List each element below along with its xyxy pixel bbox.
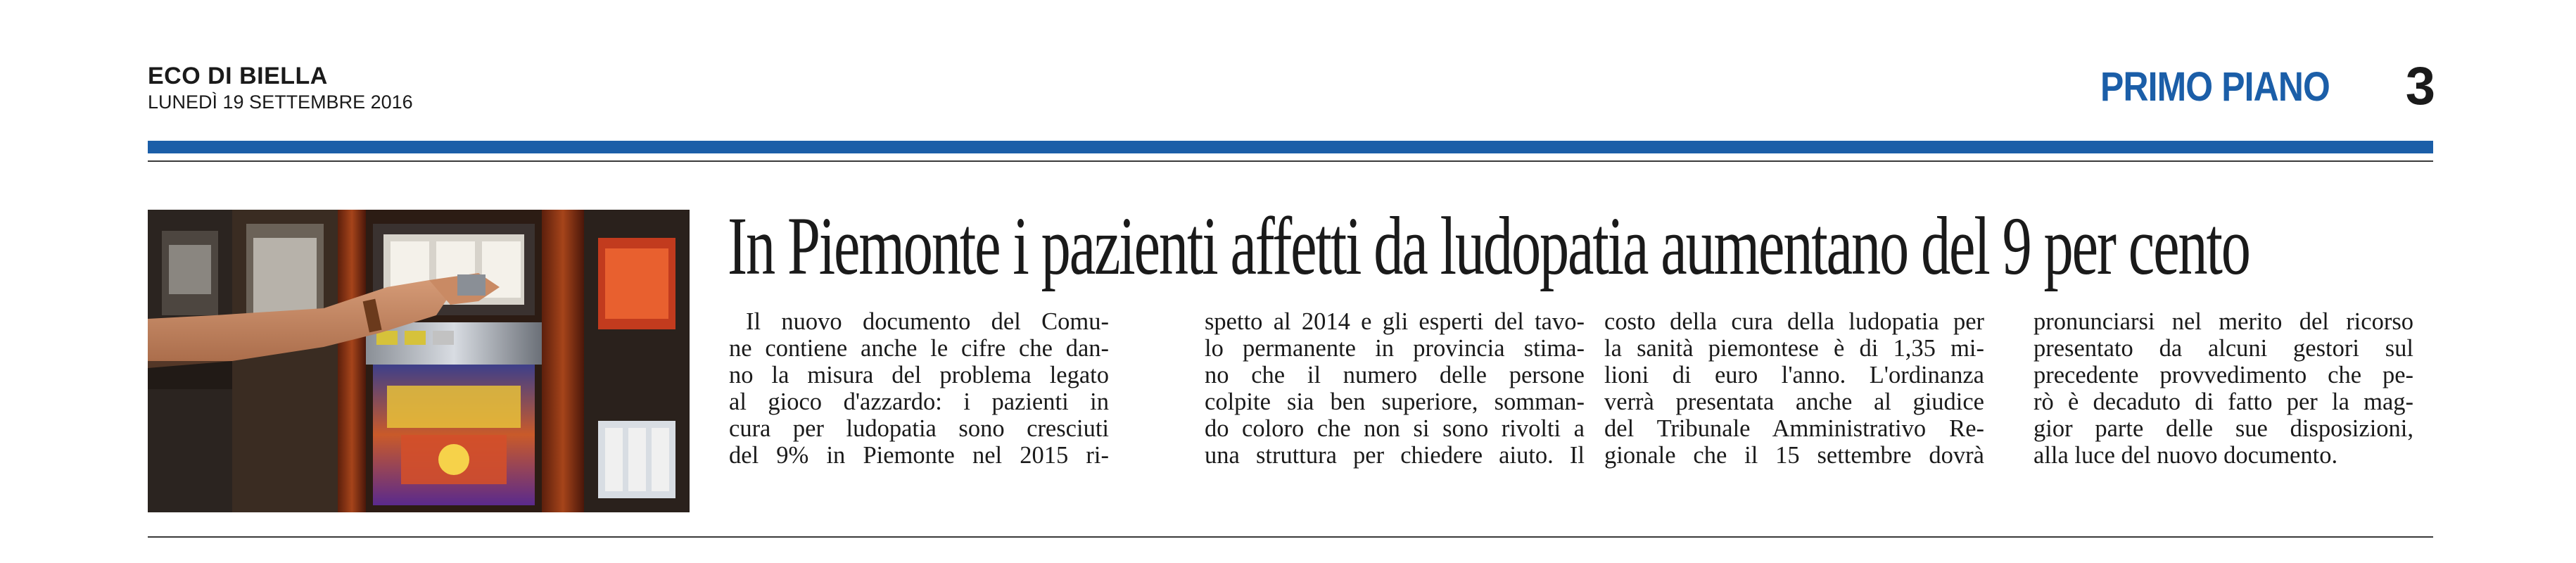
text-line: pronunciarsi nel merito del ricorso — [2033, 308, 2413, 335]
text-line: no la misura del problema legato — [729, 362, 1109, 388]
text-line: costo della cura della ludopatia per — [1604, 308, 1984, 335]
text-line: do coloro che non si sono rivolti a — [1205, 415, 1585, 442]
text-line: precedente provvedimento che pe- — [2033, 362, 2413, 388]
article-column-4 — [2033, 308, 2413, 469]
headline: In Piemonte i pazienti affetti da ludopatia aumentano del 9 per cento — [728, 200, 2250, 292]
article-column-2 — [1205, 308, 1585, 469]
article-column-3 — [1604, 308, 1984, 469]
footer-rule — [148, 536, 2433, 538]
page-number: 3 — [2405, 56, 2435, 116]
newspaper-name: ECO DI BIELLA — [148, 63, 328, 89]
text-line: alla luce del nuovo documento. — [2033, 442, 2338, 469]
text-line: rò è decaduto di fatto per la mag- — [2033, 388, 2413, 415]
text-line: al gioco d'azzardo: i pazienti in — [729, 388, 1109, 415]
text-line: colpite sia ben superiore, somman- — [1205, 388, 1585, 415]
text-line: gionale che il 15 settembre dovrà — [1604, 442, 1984, 469]
publication-date: LUNEDÌ 19 SETTEMBRE 2016 — [148, 91, 413, 113]
header-rule-thick — [148, 141, 2433, 153]
header-rule-thin — [148, 160, 2433, 162]
slot-machine-photo — [148, 210, 690, 512]
text-line: Il nuovo documento del Comu- — [746, 308, 1109, 335]
section-title: PRIMO PIANO — [2100, 64, 2330, 110]
masthead — [148, 62, 413, 114]
text-line: presentato da alcuni gestori sul — [2033, 335, 2413, 362]
text-line: verrà presentata anche al giudice — [1604, 388, 1984, 415]
text-line: cura per ludopatia sono cresciuti — [729, 415, 1109, 442]
text-line: gior parte delle sue disposizioni, — [2033, 415, 2413, 442]
text-line: una struttura per chiedere aiuto. Il — [1205, 442, 1585, 469]
text-line: lioni di euro l'anno. L'ordinanza — [1604, 362, 1984, 388]
text-line: no che il numero delle persone — [1205, 362, 1585, 388]
text-line: la sanità piemontese è di 1,35 mi- — [1604, 335, 1984, 362]
text-line: del 9% in Piemonte nel 2015 ri- — [729, 442, 1109, 469]
text-line: del Tribunale Amministrativo Re- — [1604, 415, 1984, 442]
text-line: spetto al 2014 e gli esperti del tavo- — [1205, 308, 1585, 335]
article-column-1 — [729, 308, 1109, 469]
text-line: ne contiene anche le cifre che dan- — [729, 335, 1109, 362]
text-line: lo permanente in provincia stima- — [1205, 335, 1585, 362]
